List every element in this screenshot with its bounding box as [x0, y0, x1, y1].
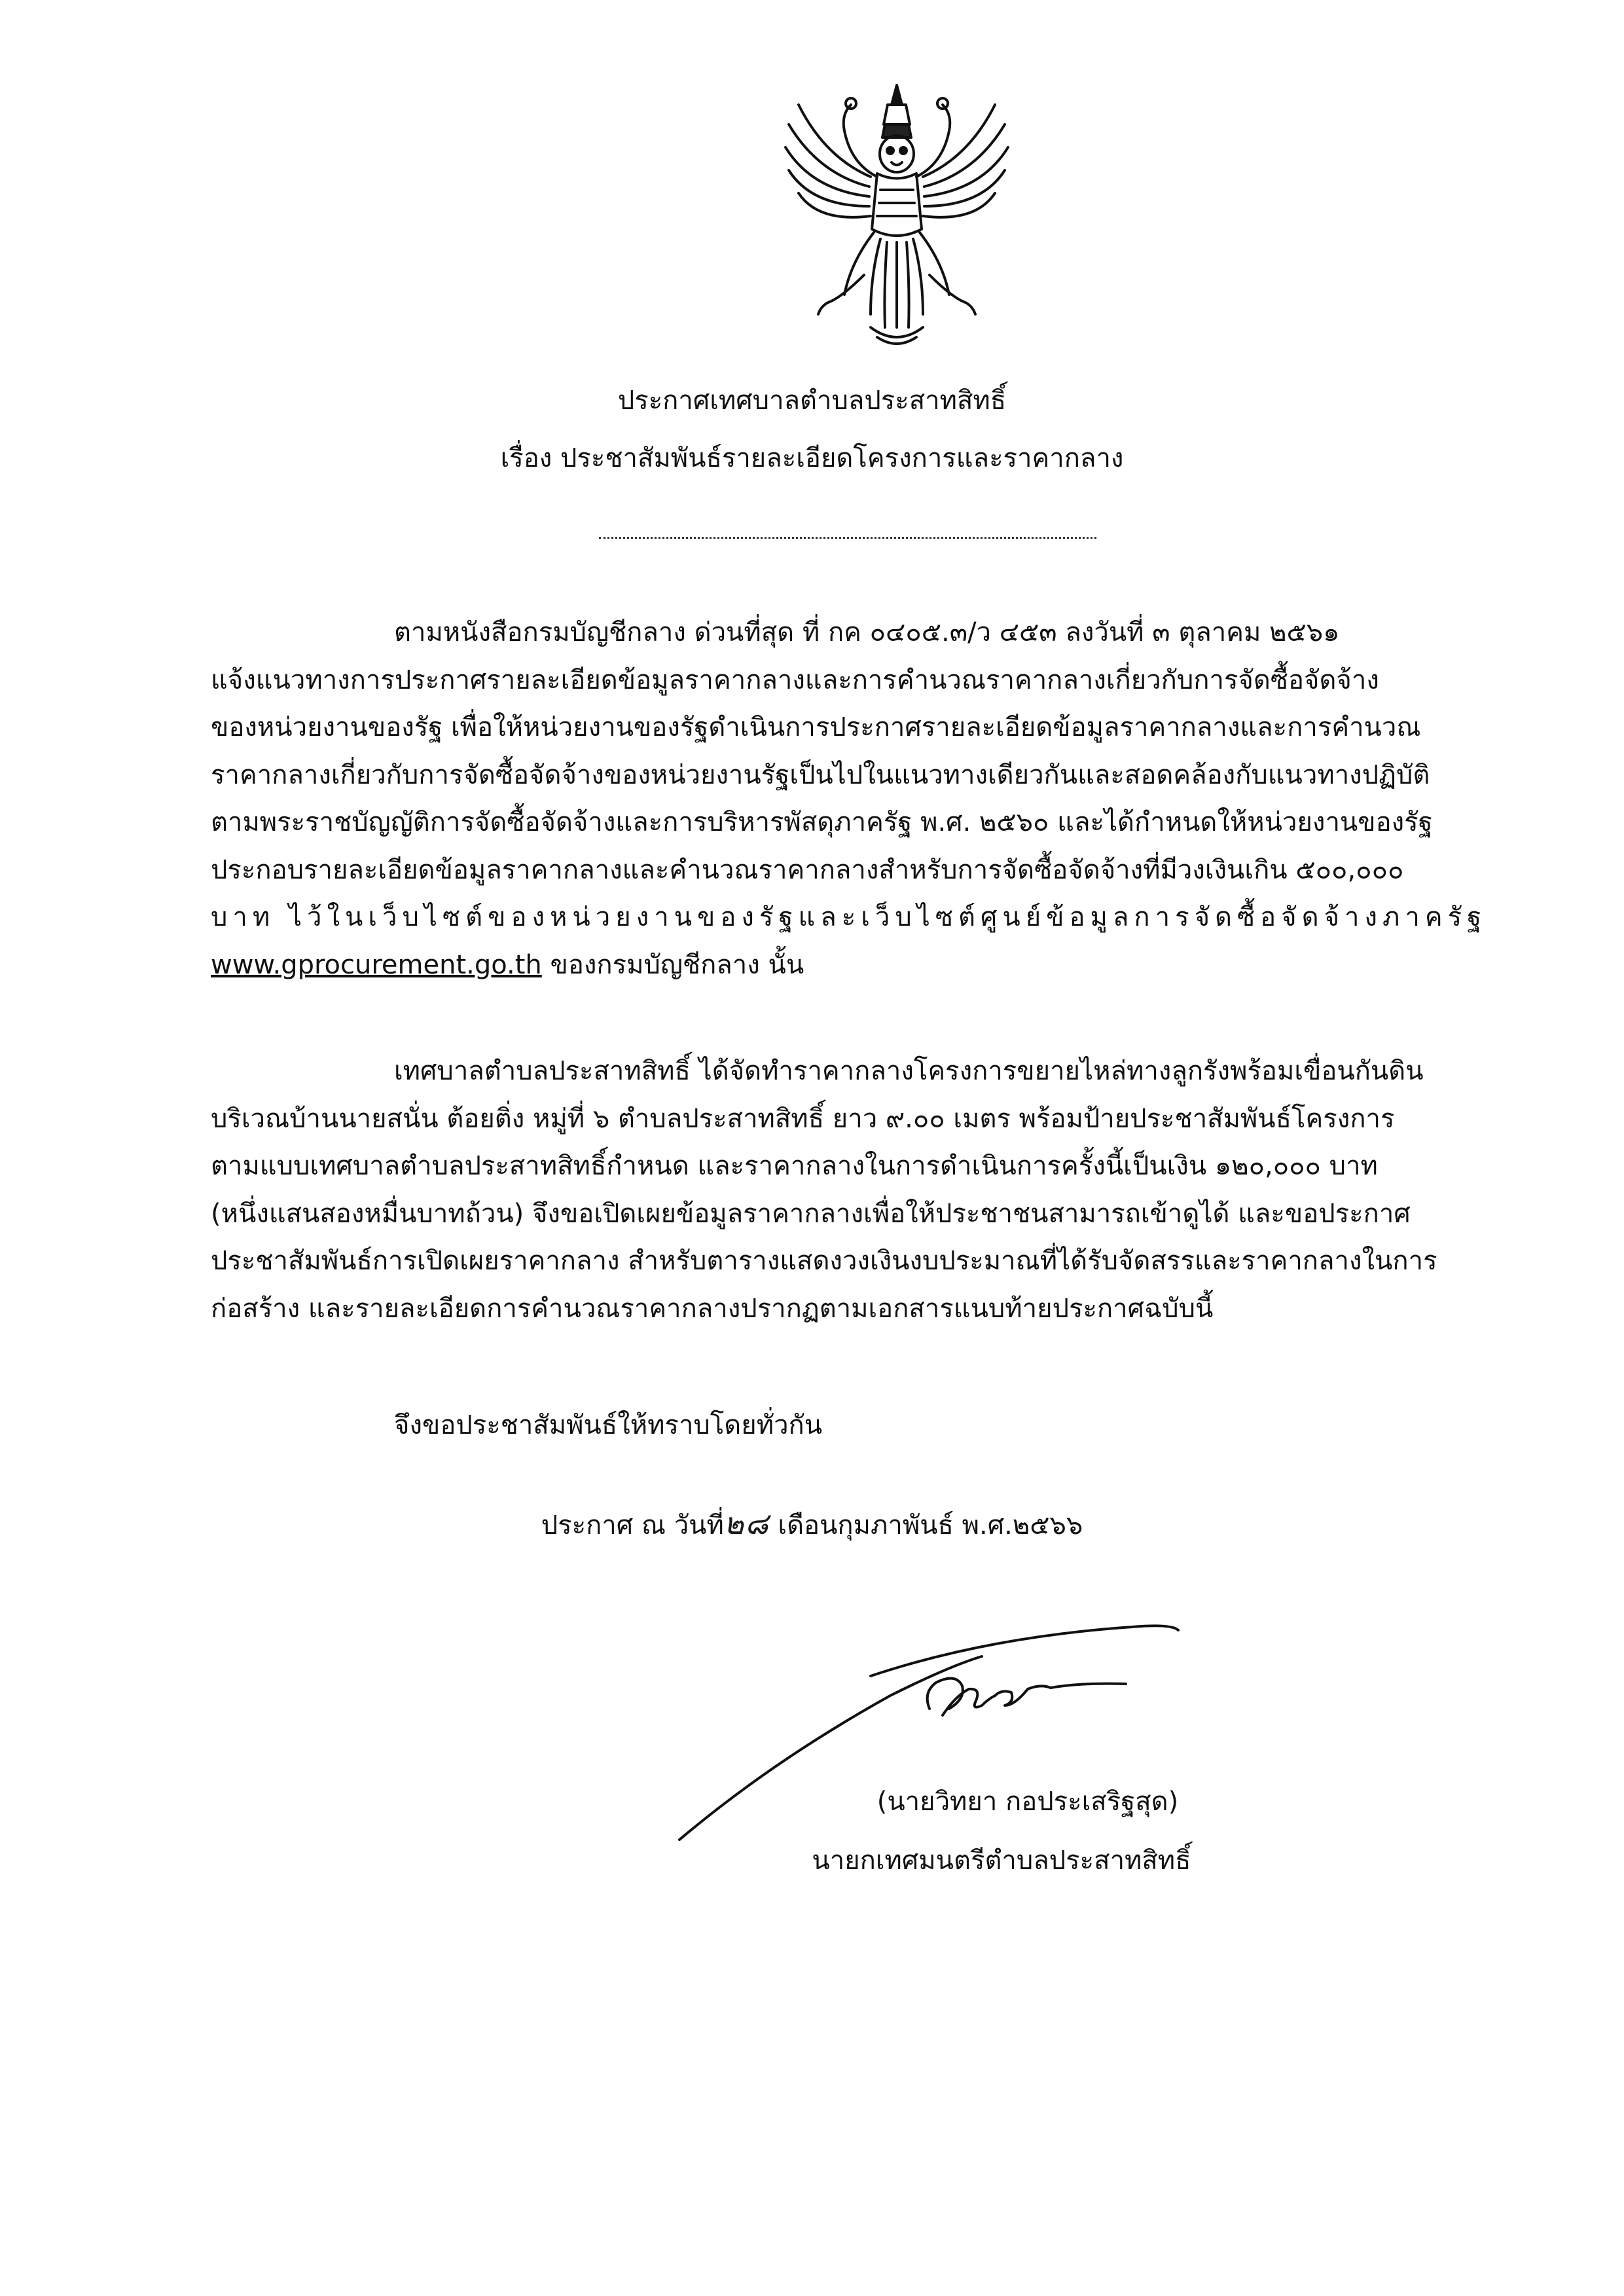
paragraph-line: เทศบาลตำบลประสาทสิทธิ์ ได้จัดทำราคากลางโครงการขยายไหล่ทางลูกรังพร้อมเขื่อนกันดิน [394, 1056, 1424, 1086]
paragraph-line: (หนึ่งแสนสองหมื่นบาทถ้วน) จึงขอเปิดเผยข้อมูลราคากลางเพื่อให้ประชาชนสามารถเข้าดูได้ และขอประกาศ [211, 1198, 1411, 1229]
paragraph-line: ตามหนังสือกรมบัญชีกลาง ด่วนที่สุด ที่ กค ๐๔๐๕.๓/ว ๔๕๓ ลงวันที่ ๓ ตุลาคม ๒๕๖๑ [394, 617, 1340, 647]
title-divider [599, 537, 1096, 539]
paragraph-line: บริเวณบ้านนายสนั่น ต้อยติ่ง หมู่ที่ ๖ ตำบลประสาทสิทธิ์ ยาว ๙.๐๐ เมตร พร้อมป้ายประชาสัมพันธ์โครงการ [211, 1103, 1395, 1134]
paragraph-line: ประชาสัมพันธ์การเปิดเผยราคากลาง สำหรับตารางแสดงวงเงินงบประมาณที่ได้รับจัดสรรและราคากลางในการ [211, 1246, 1437, 1276]
signer-title: นายกเทศมนตรีตำบลประสาทสิทธิ์ [812, 1846, 1191, 1876]
paragraph-line: ตามแบบเทศบาลตำบลประสาทสิทธิ์กำหนด และราคากลางในการดำเนินการครั้งนี้เป็นเงิน ๑๒๐,๐๐๐ บาท [211, 1151, 1378, 1181]
paragraph-line: ตามพระราชบัญญัติการจัดซื้อจัดจ้างและการบริหารพัสดุภาครัฐ พ.ศ. ๒๕๖๐ และได้กำหนดให้หน่วยงานของรัฐ [211, 807, 1433, 837]
paragraph-line: แจ้งแนวทางการประกาศรายละเอียดข้อมูลราคากลางและการคำนวณราคากลางเกี่ยวกับการจัดซื้อจัดจ้าง [211, 665, 1379, 695]
announcement-prefix: ประกาศ ณ วันที่ [541, 1510, 724, 1540]
paragraph-line: ก่อสร้าง และรายละเอียดการคำนวณราคากลางปรากฏตามเอกสารแนบท้ายประกาศฉบับนี้ [211, 1293, 1214, 1324]
closing-statement: จึงขอประชาสัมพันธ์ให้ทราบโดยทั่วกัน [394, 1410, 823, 1440]
announcement-date [0, 1503, 1624, 1546]
garuda-emblem-icon [772, 79, 1021, 354]
paragraph-1 [211, 609, 1494, 989]
paragraph-line: ราคากลางเกี่ยวกับการจัดซื้อจัดจ้างของหน่วยงานรัฐเป็นไปในแนวทางเดียวกันและสอดคล้องกับแนวทางปฏิบัติ [211, 759, 1430, 790]
document-subject: เรื่อง ประชาสัมพันธ์รายละเอียดโครงการและราคากลาง [500, 443, 1124, 473]
paragraph-line: บาท ไว้ในเว็บไซต์ของหน่วยงานของรัฐและเว็บไซต์ศูนย์ข้อมูลการจัดซื้อจัดจ้างภาครัฐ [211, 902, 1487, 932]
gprocurement-link[interactable]: www.gprocurement.go.th [211, 949, 542, 980]
paragraph-line: ของหน่วยงานของรัฐ เพื่อให้หน่วยงานของรัฐดำเนินการประกาศรายละเอียดข้อมูลราคากลางและการคำนวณ [211, 712, 1421, 742]
paragraph-line: ประกอบรายละเอียดข้อมูลราคากลางและคำนวณราคากลางสำหรับการจัดซื้อจัดจ้างที่มีวงเงินเกิน ๕๐๐,๐๐๐ [211, 854, 1404, 885]
paragraph-2 [211, 1048, 1494, 1332]
paragraph-line [211, 941, 1494, 989]
announcement-suffix: เดือนกุมภาพันธ์ พ.ศ.๒๕๖๖ [778, 1510, 1083, 1540]
signer-name: (นายวิทยา กอประเสริฐสุด) [876, 1787, 1179, 1817]
announcement-day: ๒๘ [723, 1506, 770, 1541]
document-title: ประกาศเทศบาลตำบลประสาทสิทธิ์ [617, 386, 1007, 416]
paragraph-tail: ของกรมบัญชีกลาง นั้น [541, 949, 804, 980]
